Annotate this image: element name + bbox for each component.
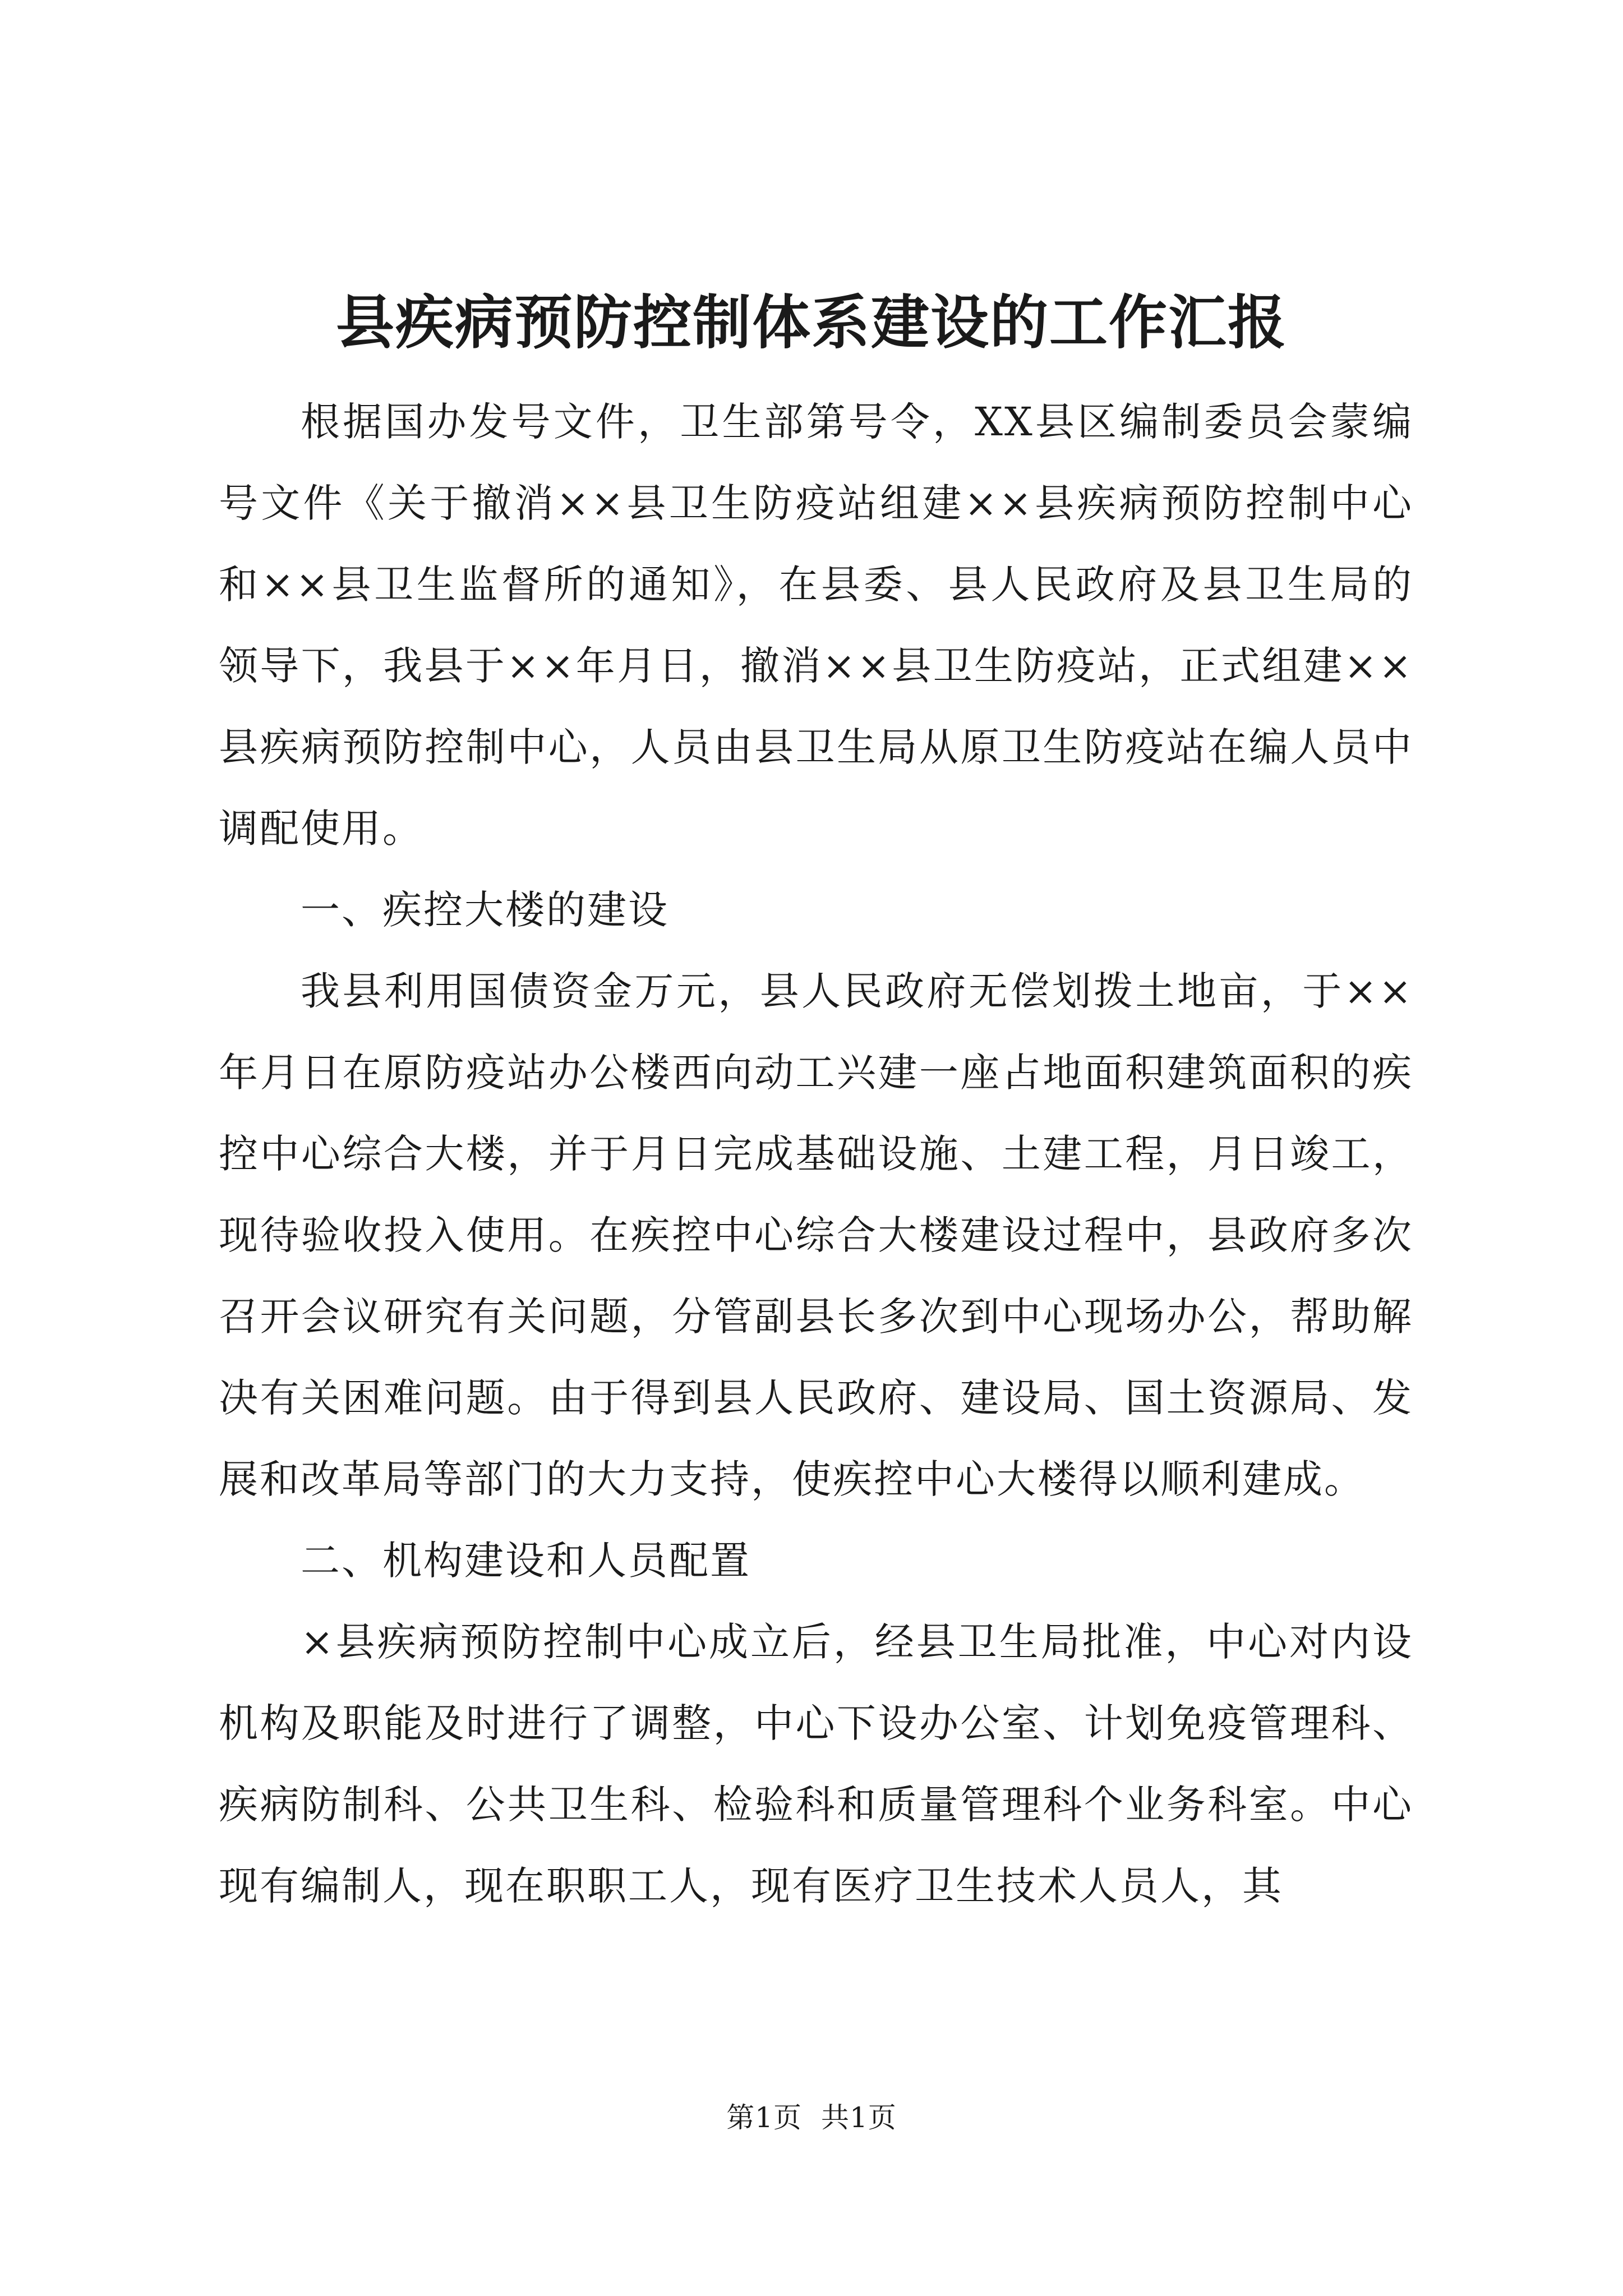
document-body	[219, 381, 1413, 1927]
organization-paragraph: ×县疾病预防控制中心成立后，经县卫生局批准，中心对内设机构及职能及时进行了调整，中心下设办公室、计划免疫管理科、疾病防制科、公共卫生科、检验科和质量管理科个业务科室。中心现有编制人，现在职职工人，现有医疗卫生技术人员人，其	[219, 1619, 1413, 1909]
intro-paragraph: 根据国办发号文件，卫生部第号令，XX县区编制委员会蒙编号文件《关于撤消××县卫生防疫站组建××县疾病预防控制中心和××县卫生监督所的通知》，在县委、县人民政府及县卫生局的领导下，我县于××年月日，撤消××县卫生防疫站，正式组建××县疾病预防控制中心，人员由县卫生局从原卫生防疫站在编人员中调配使用。	[219, 399, 1413, 852]
page-total: 共1页	[821, 2101, 897, 2134]
page-number: 第1页	[726, 2101, 802, 2134]
building-paragraph: 我县利用国债资金万元，县人民政府无偿划拨土地亩，于××年月日在原防疫站办公楼西向动工兴建一座占地面积建筑面积的疾控中心综合大楼，并于月日完成基础设施、土建工程，月日竣工，现待验收投入使用。在疾控中心综合大楼建设过程中，县政府多次召开会议研究有关问题，分管副县长多次到中心现场办公，帮助解决有关困难问题。由于得到县人民政府、建设局、国土资源局、发展和改革局等部门的大力支持，使疾控中心大楼得以顺利建成。	[219, 968, 1413, 1502]
document-title: 县疾病预防控制体系建设的工作汇报	[335, 288, 1287, 357]
section-heading-organization: 二、机构建设和人员配置	[301, 1538, 751, 1584]
section-heading-building: 一、疾控大楼的建设	[301, 887, 669, 933]
page-footer	[0, 2098, 1623, 2137]
